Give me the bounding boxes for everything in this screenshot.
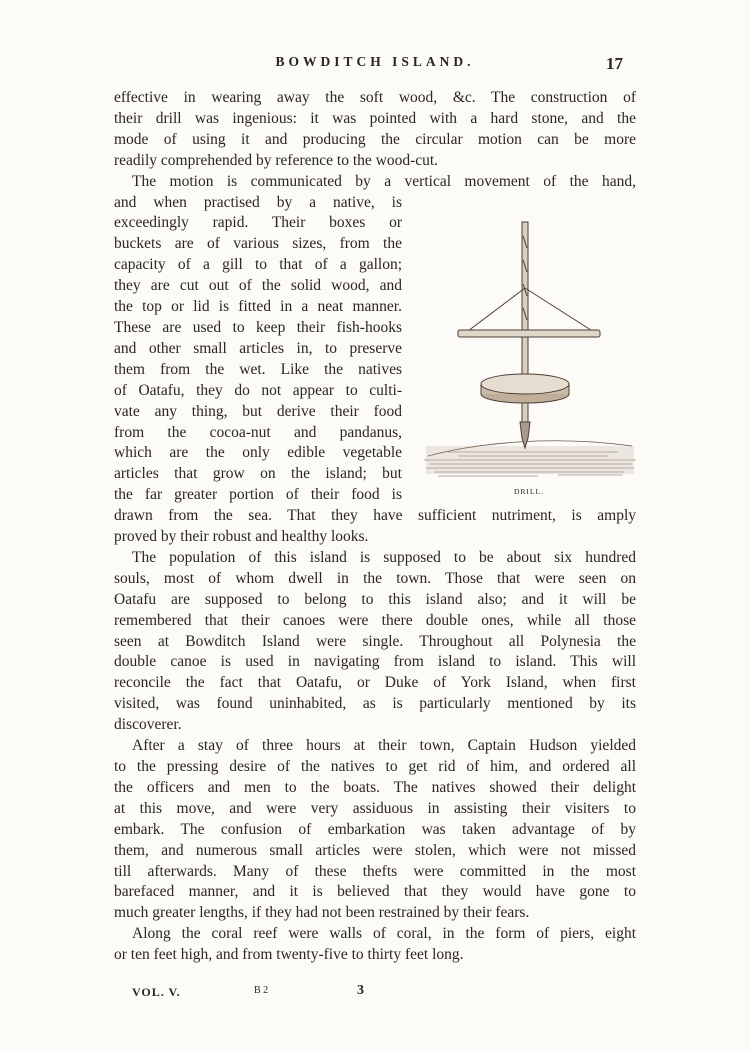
text-line: drawn from the sea. That they have sufficient nutriment, is amply	[114, 507, 636, 525]
text-line: Along the coral reef were walls of coral, in the form of piers, eight	[132, 925, 636, 943]
text-line: their drill was ingenious: it was pointed with a hard stone, and the	[114, 109, 636, 127]
folio-number: 3	[357, 983, 364, 998]
drill-illustration	[418, 216, 640, 486]
text-line: The motion is communicated by a vertical movement of the hand,	[132, 172, 636, 190]
page-number: 17	[606, 54, 623, 73]
text-line: souls, most of whom dwell in the town. Those that were seen on	[114, 569, 636, 587]
text-line: exceedingly rapid. Their boxes or	[114, 214, 402, 232]
page-footer	[0, 985, 750, 1005]
text-line: effective in wearing away the soft wood, &c. The construction of	[114, 89, 636, 106]
text-line: or ten feet high, and from twenty-five to thirty feet long.	[114, 946, 464, 964]
drill-cord	[464, 288, 594, 334]
hand-bar	[458, 330, 600, 337]
text-line: discoverer.	[114, 716, 182, 734]
text-line: These are used to keep their fish-hooks	[114, 318, 402, 336]
text-line: The population of this island is supposed to be about six hundred	[132, 548, 636, 566]
text-line: reconcile the fact that Oatafu, or Duke of York Island, when first	[114, 674, 636, 692]
text-line: them from the wet. Like the natives	[114, 360, 402, 378]
text-line: and other small articles in, to preserve	[114, 339, 402, 357]
volume-label: VOL. V.	[132, 985, 181, 999]
text-line: them, and numerous small articles were stolen, which were not missed	[114, 841, 636, 859]
text-line: readily comprehended by reference to the wood-cut.	[114, 151, 439, 169]
stone-point	[520, 422, 530, 448]
text-line: from the cocoa-nut and pandanus,	[114, 423, 402, 441]
text-line: at this move, and were very assiduous in assisting their visiters to	[114, 799, 636, 817]
ground-shade	[426, 446, 634, 474]
text-line: and when practised by a native, is	[114, 193, 402, 211]
text-line: the officers and men to the boats. The natives showed their delight	[114, 778, 636, 796]
text-line: mode of using it and producing the circular motion can be more	[114, 130, 636, 148]
text-line: Oatafu are supposed to belong to this island also; and it will be	[114, 590, 636, 608]
drill-woodcut	[418, 216, 640, 506]
text-line: embark. The confusion of embarkation was taken advantage of by	[114, 820, 636, 838]
text-line: articles that grow on the island; but	[114, 465, 402, 483]
text-line: till afterwards. Many of these thefts were committed in the most	[114, 862, 636, 880]
text-line: double canoe is used in navigating from island to island. This will	[114, 653, 636, 671]
flywheel-disc	[481, 374, 569, 403]
text-line: of Oatafu, they do not appear to culti-	[114, 381, 402, 399]
signature-mark: B 2	[254, 985, 269, 996]
figure-caption: DRILL.	[514, 487, 544, 496]
text-line: they are cut out of the solid wood, and	[114, 277, 402, 295]
text-line: much greater lengths, if they had not been restrained by their fears.	[114, 904, 530, 922]
text-line: After a stay of three hours at their town, Captain Hudson yielded	[132, 737, 636, 755]
text-line: capacity of a gill to that of a gallon;	[114, 256, 402, 274]
text-line: the far greater portion of their food is	[114, 486, 402, 504]
text-line: the top or lid is fitted in a neat manner.	[114, 298, 402, 316]
text-line: buckets are of various sizes, from the	[114, 235, 402, 253]
text-line: seen at Bowditch Island were single. Throughout all Polynesia the	[114, 632, 636, 650]
text-line: vate any thing, but derive their food	[114, 402, 402, 420]
text-line: remembered that their canoes were there double ones, while all those	[114, 611, 636, 629]
text-line: barefaced manner, and it is believed that they would have gone to	[114, 883, 636, 901]
text-line: visited, was found uninhabited, as is particularly mentioned by its	[114, 695, 636, 713]
text-line: to the pressing desire of the natives to get rid of him, and ordered all	[114, 758, 636, 775]
running-title: BOWDITCH ISLAND.	[275, 54, 475, 69]
text-line: proved by their robust and healthy looks.	[114, 528, 369, 546]
text-line: which are the only edible vegetable	[114, 444, 402, 462]
